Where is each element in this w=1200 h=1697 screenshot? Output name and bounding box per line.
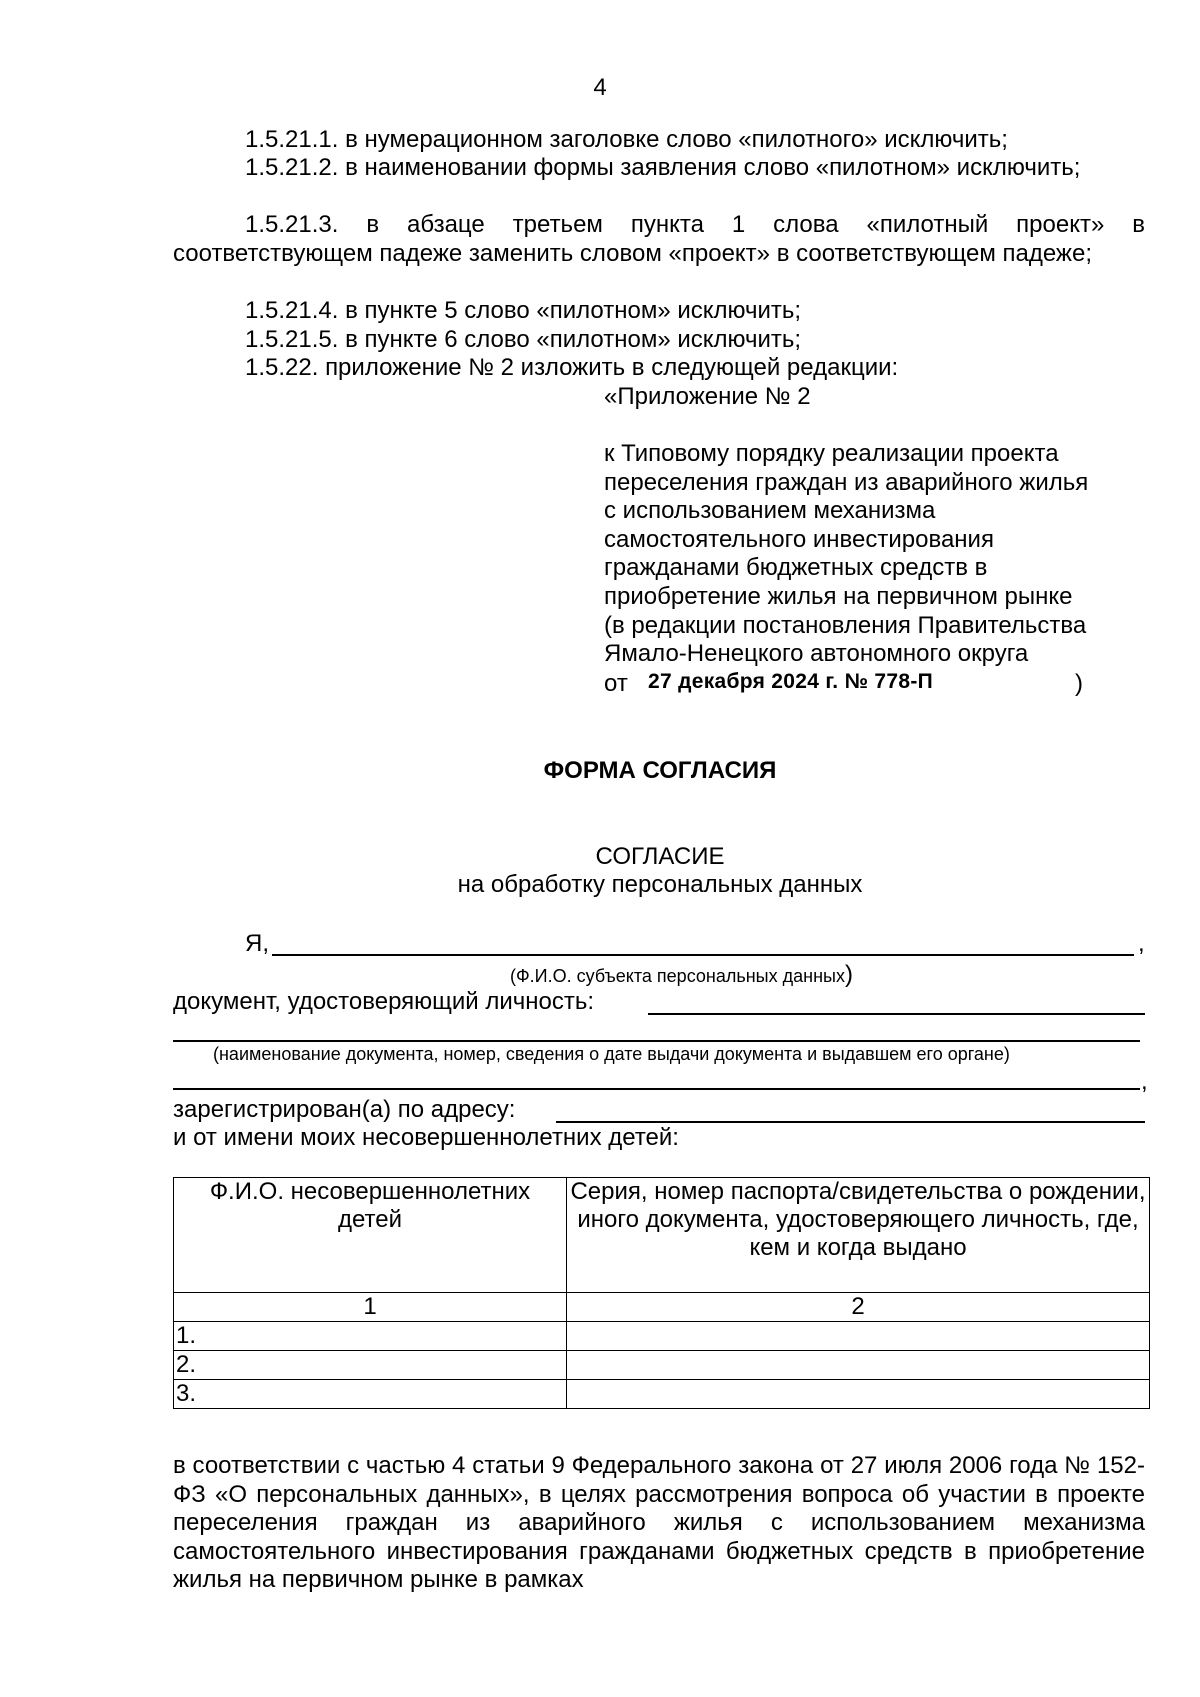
fio-caption bbox=[510, 961, 853, 989]
appendix-line: с использованием механизма bbox=[604, 497, 936, 525]
identity-document-line-3[interactable] bbox=[173, 1088, 1140, 1090]
amendment-item-6: 1.5.22. приложение № 2 изложить в следующей редакции: bbox=[245, 354, 899, 381]
children-table bbox=[173, 1177, 1150, 1409]
decree-stamp: 27 декабря 2024 г. № 778-П bbox=[648, 670, 934, 693]
appendix-line: самостоятельного инвестирования bbox=[604, 525, 994, 553]
address-line[interactable] bbox=[556, 1121, 1145, 1123]
fio-caption-close: ) bbox=[844, 961, 853, 988]
table-column-number: 1 bbox=[174, 1293, 567, 1322]
page-number: 4 bbox=[593, 74, 607, 101]
comma: , bbox=[1138, 930, 1145, 957]
identity-document-caption: (наименование документа, номер, сведения о дате выдачи документа и выдавшем его органе) bbox=[213, 1044, 1010, 1064]
table-row-number: 2. bbox=[174, 1351, 567, 1380]
appendix-description bbox=[604, 440, 1164, 669]
table-row bbox=[174, 1380, 1150, 1409]
consent-body-text: в соответствии с частью 4 статьи 9 Федерального закона от 27 июля 2006 года № 152-ФЗ «О персональных данных», в целях рассмотрения вопроса об участии в проекте переселения граждан из аварийного жилья с использованием механизма самостоятельного инвестирования гражданами бюджетных средств в приобретение жилья на первичном рынке в рамках bbox=[173, 1452, 1145, 1594]
appendix-closing-paren: ) bbox=[1075, 670, 1083, 697]
identity-document-label: документ, удостоверяющий личность: bbox=[173, 988, 595, 1015]
identity-document-line[interactable] bbox=[648, 1013, 1145, 1015]
amendment-item-2: 1.5.21.2. в наименовании формы заявления слово «пилотном» исключить; bbox=[245, 154, 1081, 181]
fio-blank-line[interactable] bbox=[272, 954, 1134, 956]
amendment-item-3: 1.5.21.3. в абзаце третьем пункта 1 слова «пилотный проект» в соответствующем падеже заменить словом «проект» в соответствующем падеже; bbox=[173, 211, 1145, 267]
appendix-from-label: от bbox=[604, 670, 628, 697]
comma: , bbox=[1141, 1068, 1148, 1095]
table-row bbox=[174, 1351, 1150, 1380]
amendment-item-5: 1.5.21.5. в пункте 6 слово «пилотном» исключить; bbox=[245, 326, 802, 353]
identity-document-line-2[interactable] bbox=[173, 1040, 1140, 1042]
fio-caption-text: (Ф.И.О. субъекта персональных данных bbox=[510, 966, 845, 986]
appendix-line: к Типовому порядку реализации проекта bbox=[604, 440, 1059, 467]
amendment-item-1: 1.5.21.1. в нумерационном заголовке слово «пилотного» исключить; bbox=[245, 126, 1008, 153]
table-row-number: 1. bbox=[174, 1322, 567, 1351]
table-row-number: 3. bbox=[174, 1380, 567, 1409]
form-heading: ФОРМА СОГЛАСИЯ bbox=[543, 757, 777, 784]
table-column-number: 2 bbox=[567, 1293, 1150, 1322]
table-row bbox=[174, 1322, 1150, 1351]
table-header-fio: Ф.И.О. несовершеннолетних детей bbox=[174, 1178, 567, 1293]
appendix-line: (в редакции постановления Правительства bbox=[604, 611, 1087, 639]
appendix-line: гражданами бюджетных средств в bbox=[604, 554, 988, 582]
i-label: Я, bbox=[245, 930, 269, 957]
appendix-line: приобретение жилья на первичном рынке bbox=[604, 582, 1073, 610]
address-label: зарегистрирован(а) по адресу: bbox=[173, 1096, 516, 1123]
table-cell-document[interactable] bbox=[567, 1322, 1150, 1351]
appendix-line: Ямало-Ненецкого автономного округа bbox=[604, 640, 1029, 668]
consent-title: СОГЛАСИЕ bbox=[595, 843, 725, 870]
appendix-title: «Приложение № 2 bbox=[604, 383, 811, 410]
table-cell-document[interactable] bbox=[567, 1380, 1150, 1409]
children-label: и от имени моих несовершеннолетних детей: bbox=[173, 1124, 679, 1151]
table-header-document: Серия, номер паспорта/свидетельства о рождении, иного документа, удостоверяющего личность, где, кем и когда выдано bbox=[567, 1178, 1150, 1293]
consent-subtitle: на обработку персональных данных bbox=[457, 871, 863, 898]
table-cell-document[interactable] bbox=[567, 1351, 1150, 1380]
amendment-item-4: 1.5.21.4. в пункте 5 слово «пилотном» исключить; bbox=[245, 297, 802, 324]
appendix-line: переселения граждан из аварийного жилья bbox=[604, 468, 1089, 496]
